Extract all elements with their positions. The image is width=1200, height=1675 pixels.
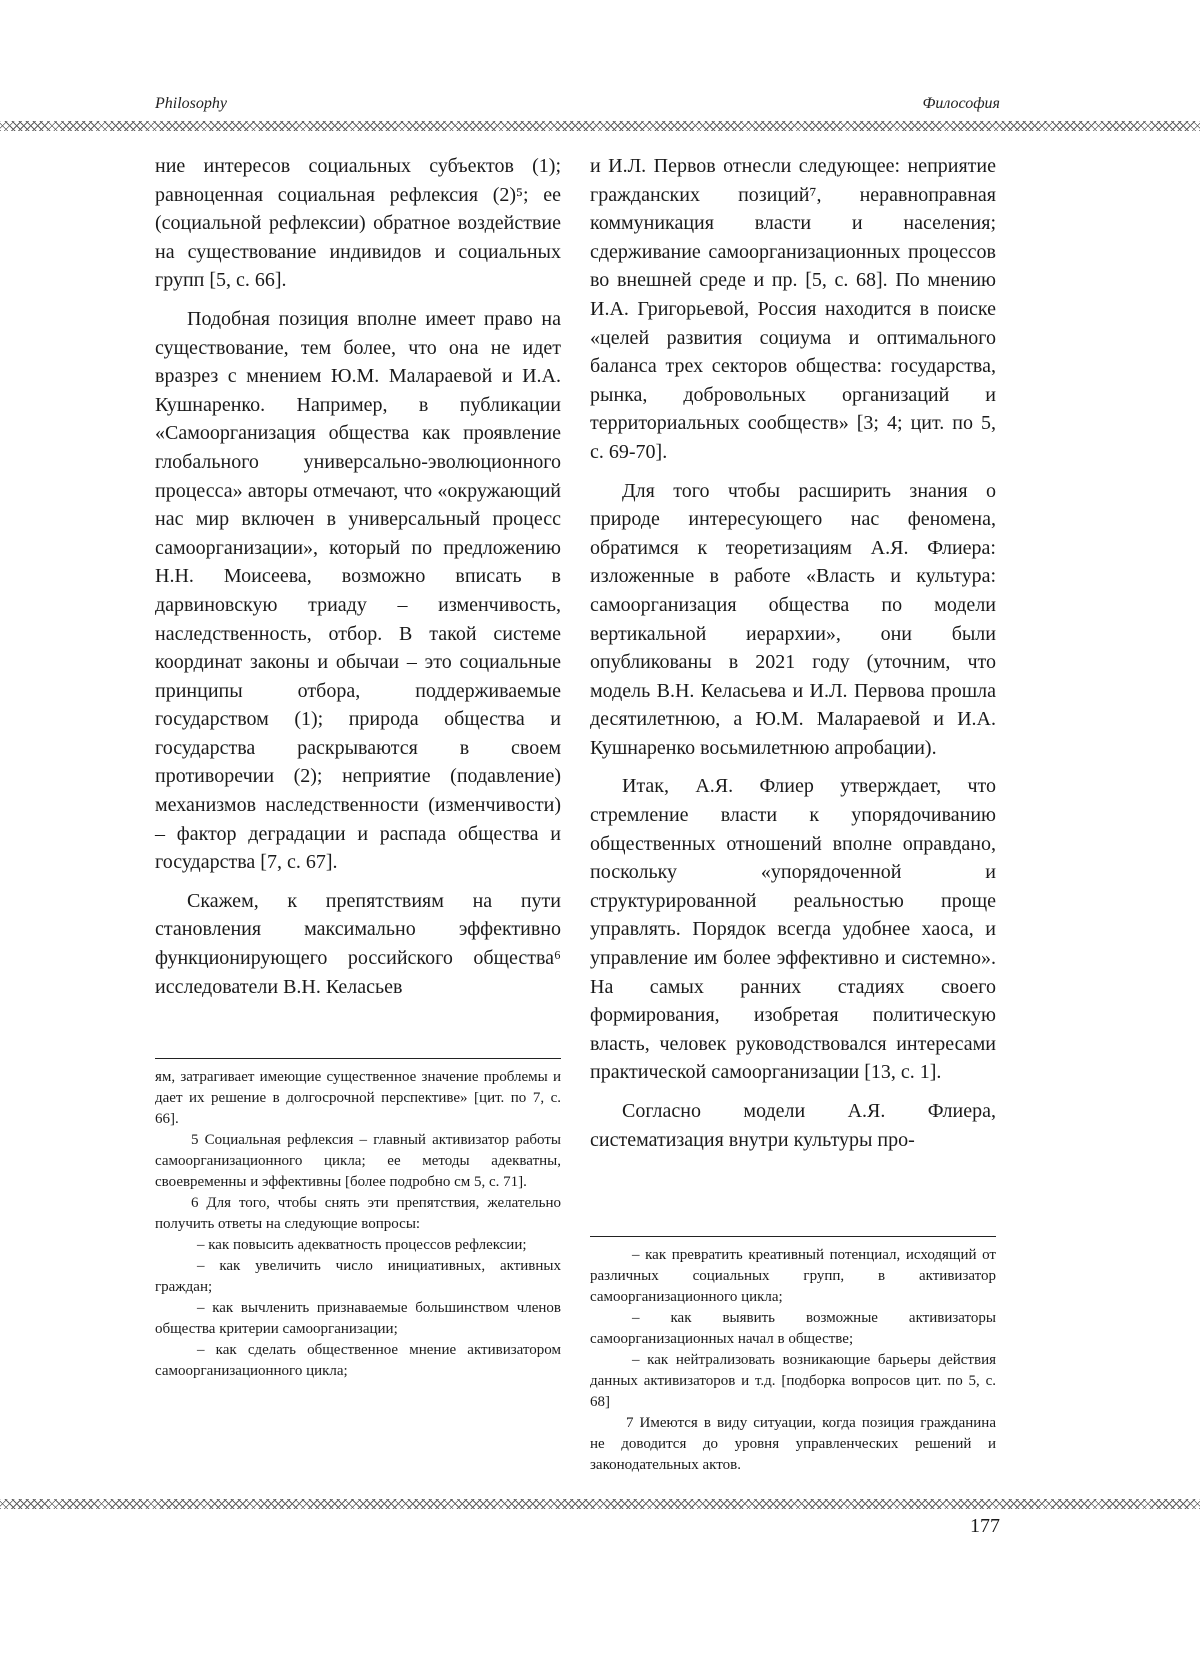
footnote-rule: [155, 1058, 561, 1059]
footnote-list-item: – как выявить возможные активизаторы самоорганизационных начал в обществе;: [590, 1310, 996, 1347]
footnote: 5 Социальная рефлексия – главный активизатор работы самоорганизационного цикла; ее методы адекватны, своевременны и эффективны [более подробно см 5, с. 71].: [155, 1132, 561, 1190]
left-column: [155, 152, 561, 1001]
footnote-list-item: – как увеличить число инициативных, активных граждан;: [155, 1258, 561, 1295]
right-column: [590, 152, 996, 1154]
footnote-list-item: – как превратить креативный потенциал, исходящий от различных социальных групп, в активизатор самоорганизационного цикла;: [590, 1247, 996, 1305]
paragraph: Скажем, к препятствиям на пути становления максимально эффективно функционирующего российского общества⁶ исследователи В.Н. Келасьев: [155, 889, 561, 998]
paragraph: ние интересов социальных субъектов (1); равноценная социальная рефлексия (2)⁵; ее (социальной рефлексии) обратное воздействие на существование индивидов и социальных групп [5, с. 66].: [155, 155, 561, 292]
paragraph: Согласно модели А.Я. Флиера, систематизация внутри культуры про-: [590, 1100, 996, 1151]
paragraph: Для того чтобы расширить знания о природе интересующего нас феномена, обратимся к теоретизациям А.Я. Флиера: изложенные в работе «Власть и культура: самоорганизация общества по модели вертикальной иерархии», они были опубликованы в 2021 году (уточним, что модель В.Н. Келасьева и И.Л. Первова прошла десятилетнюю, а Ю.М. Малараевой и И.А. Кушнаренко восьмилетнюю апробации).: [590, 479, 996, 759]
footnote-list-item: – как вычленить признаваемые большинством членов общества критерии самоорганизации;: [155, 1300, 561, 1337]
bottom-ornamental-rule: [0, 1499, 1200, 1509]
paragraph: и И.Л. Первов отнесли следующее: неприятие гражданских позиций⁷, неравноправная коммуникация власти и населения; сдерживание самоорганизационных процессов во внешней среде и пр. [5, с. 68]. По мнению И.А. Григорьевой, Россия находится в поиске «целей развития социума и оптимального баланса трех секторов общества: государства, рынка, добровольных организаций и территориальных сообществ» [3; 4; цит. по 5, с. 69-70].: [590, 155, 996, 463]
footnotes-right: [590, 1236, 996, 1476]
footnotes-left: [155, 1058, 561, 1382]
paragraph: Итак, А.Я. Флиер утверждает, что стремление власти к упорядочиванию общественных отношений вполне оправдано, поскольку «упорядоченной и структурированной реальностью проще управлять. Порядок всегда удобнее хаоса, и управление им более эффективно и системно». На самых ранних стадиях своего формирования, изобретая политическую власть, человек руководствовался интересами практической самоорганизации [13, с. 1].: [590, 775, 996, 1084]
footnote-rule: [590, 1236, 996, 1237]
running-head-left: Philosophy: [155, 95, 227, 112]
top-ornamental-rule: [0, 121, 1200, 131]
footnote: 6 Для того, чтобы снять эти препятствия, желательно получить ответы на следующие вопросы:: [155, 1195, 561, 1232]
paragraph: Подобная позиция вполне имеет право на существование, тем более, что она не идет вразрез с мнением Ю.М. Малараевой и И.А. Кушнаренко. Например, в публикации «Самоорганизация общества как проявление глобального универсально-эволюционного процесса» авторы отмечают, что «окружающий нас мир включен в универсальный процесс самоорганизации», который по предложению Н.Н. Моисеева, возможно вписать в дарвиновскую триаду – изменчивость, наследственность, отбор. В такой системе координат законы и обычаи – это социальные принципы отбора, поддерживаемые государством (1); природа общества и государства раскрываются в своем противоречии (2); неприятие (подавление) механизмов наследственности (изменчивости) – фактор деградации и распада общества и государства [7, с. 67].: [155, 307, 561, 874]
page-number: 177: [970, 1515, 1000, 1537]
footnote-list-item: – как сделать общественное мнение активизатором самоорганизационного цикла;: [155, 1342, 561, 1379]
footnote-list-item: – как повысить адекватность процессов рефлексии;: [197, 1237, 527, 1253]
footnote-list-item: – как нейтрализовать возникающие барьеры действия данных активизаторов и т.д. [подборка вопросов цит. по 5, с. 68]: [590, 1352, 996, 1410]
footnote: ям, затрагивает имеющие существенное значение проблемы и дает их решение в долгосрочной перспективе» [цит. по 7, с. 66].: [155, 1069, 561, 1127]
footnote: 7 Имеются в виду ситуации, когда позиция гражданина не доводится до уровня управленческих решений и законодательных актов.: [590, 1415, 996, 1473]
running-head-right: Философия: [922, 95, 1000, 112]
